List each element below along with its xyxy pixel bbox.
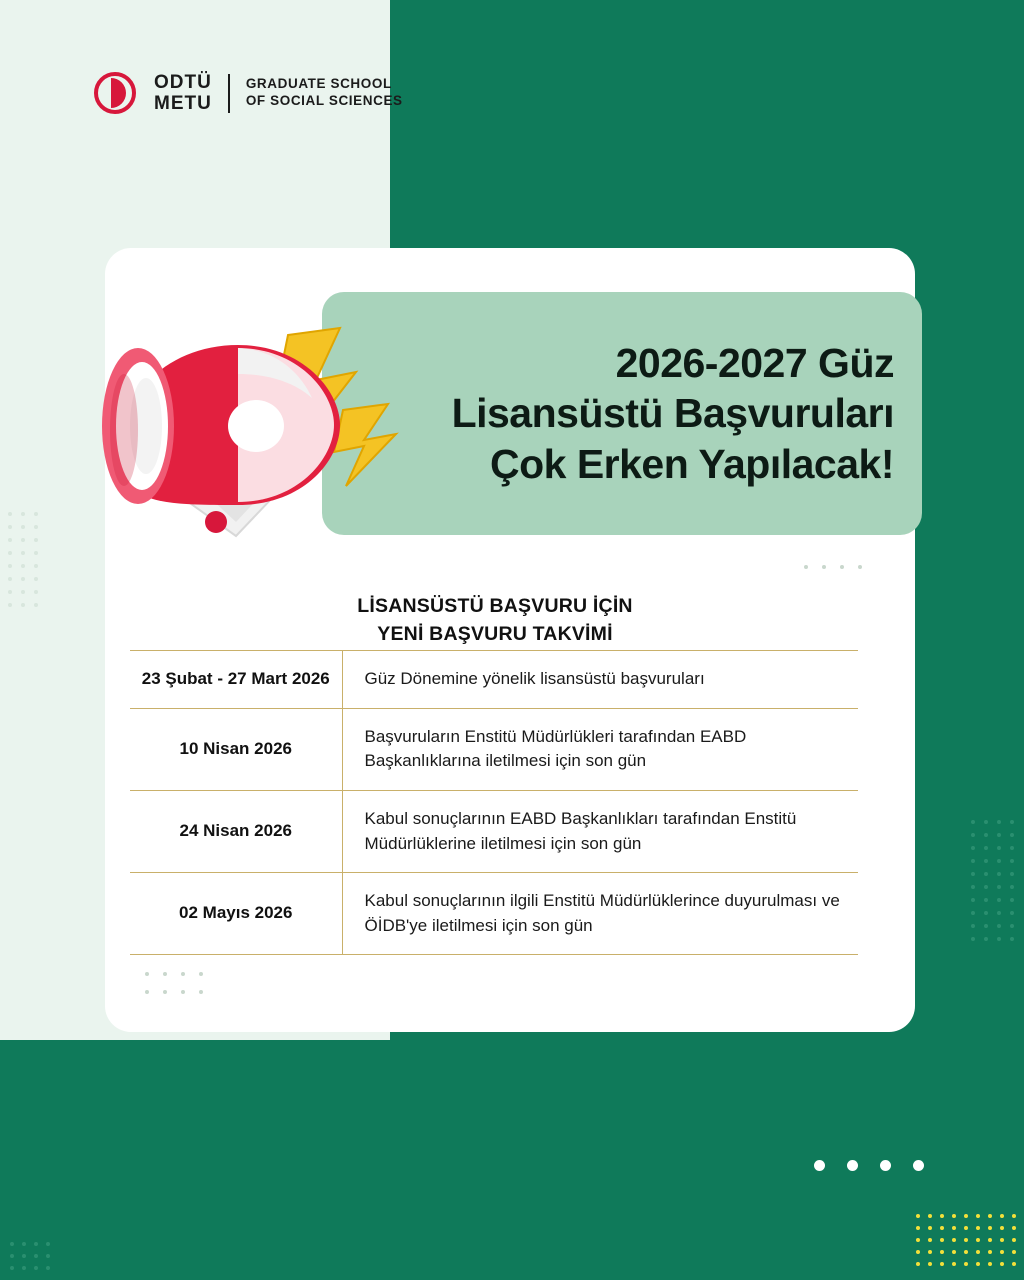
row-date: 23 Şubat - 27 Mart 2026 <box>130 651 342 709</box>
row-description: Başvuruların Enstitü Müdürlükleri tarafından EABD Başkanlıklarına iletilmesi için son gün <box>342 708 858 790</box>
row-description: Güz Dönemine yönelik lisansüstü başvuruları <box>342 651 858 709</box>
row-description: Kabul sonuçlarının ilgili Enstitü Müdürlüklerince duyurulması ve ÖİDB'ye iletilmesi için son gün <box>342 873 858 955</box>
background-green-bottom <box>0 1040 390 1280</box>
title-line-2: Lisansüstü Başvuruları <box>451 390 894 437</box>
row-description: Kabul sonuçlarının EABD Başkanlıkları tarafından Enstitü Müdürlüklerine iletilmesi için son gün <box>342 790 858 872</box>
title-line-1: 2026-2027 Güz <box>615 340 894 387</box>
dot-decoration-bottom-right <box>916 1214 1016 1266</box>
row-date: 02 Mayıs 2026 <box>130 873 342 955</box>
schedule-table <box>130 650 858 955</box>
schedule-heading-line1: LİSANSÜSTÜ BAŞVURU İÇİN <box>357 595 633 617</box>
brand-divider <box>228 74 230 113</box>
table-row <box>130 873 858 955</box>
table-row <box>130 651 858 709</box>
brand-school-line1: GRADUATE SCHOOL <box>245 76 392 92</box>
row-date: 24 Nisan 2026 <box>130 790 342 872</box>
row-date: 10 Nisan 2026 <box>130 708 342 790</box>
table-row <box>130 790 858 872</box>
dot-decoration-right <box>971 820 1014 941</box>
dot-decoration-large-white <box>814 1160 924 1171</box>
brand-abbreviations <box>154 72 212 115</box>
page-title <box>452 338 894 488</box>
brand-school-line2: OF SOCIAL SCIENCES <box>245 93 403 109</box>
background-top-strip <box>0 0 390 28</box>
schedule-heading <box>130 592 860 649</box>
table-row <box>130 708 858 790</box>
brand-abbrev-tr: ODTÜ <box>154 72 212 93</box>
title-line-3: Çok Erken Yapılacak! <box>489 440 894 487</box>
brand-header <box>94 72 403 115</box>
dot-accent-card-top <box>804 565 862 569</box>
dot-decoration-left <box>8 512 38 607</box>
schedule-heading-line2: YENİ BAŞVURU TAKVİMİ <box>377 623 613 646</box>
brand-school-name <box>246 76 403 110</box>
brand-abbrev-en: METU <box>154 93 212 115</box>
dot-decoration-bottom-left <box>10 1242 50 1270</box>
dot-accent-card-bottom <box>145 972 203 994</box>
megaphone-announcement-icon <box>88 300 418 570</box>
metu-circle-logo-icon <box>94 72 140 114</box>
